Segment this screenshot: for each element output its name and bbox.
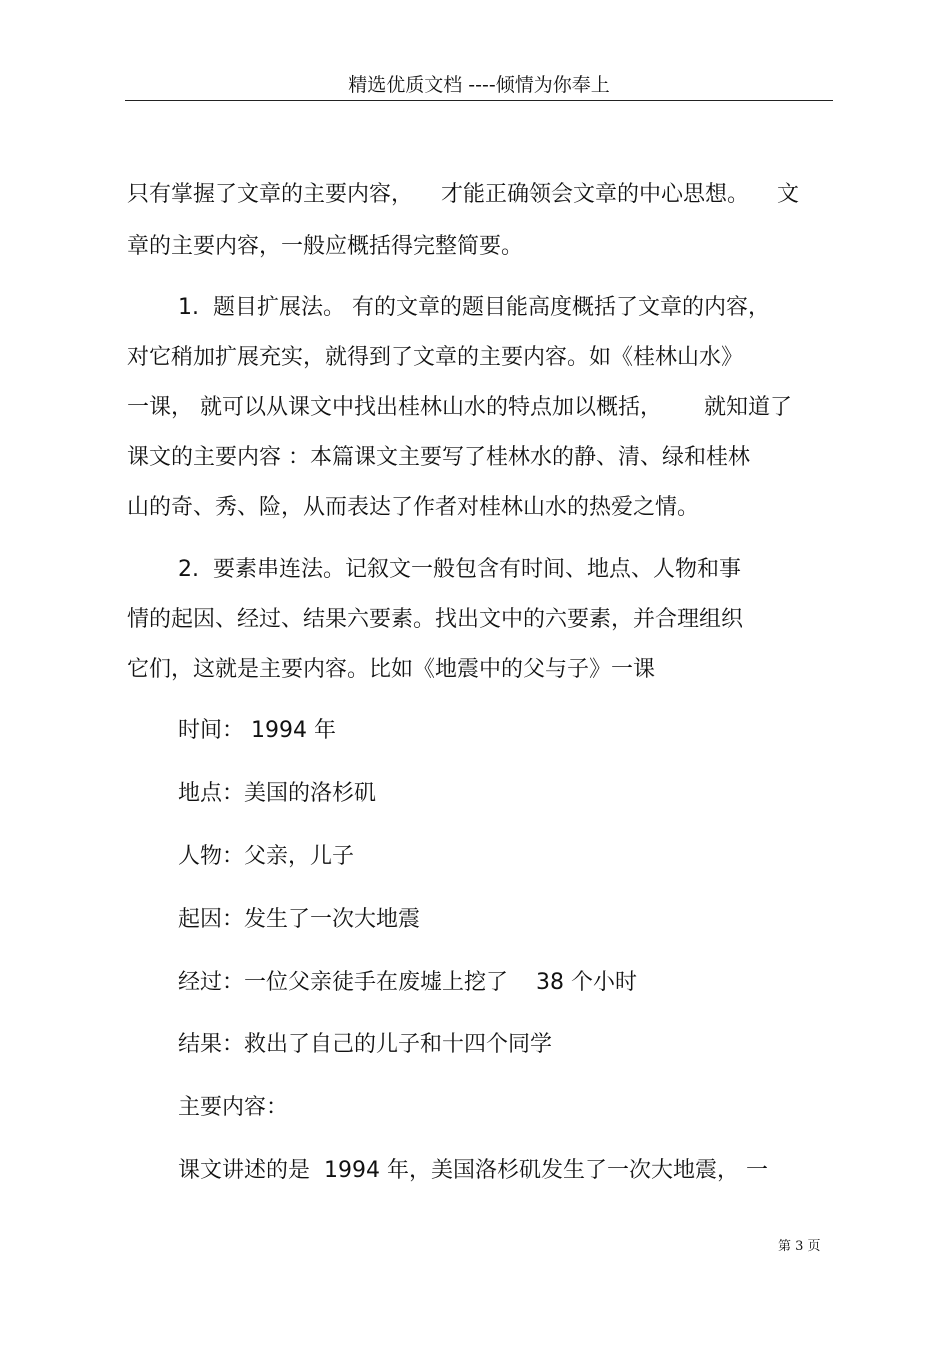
- body-line: 情的起因、经过、结果六要素。找出文中的六要素，并合理组织: [127, 607, 744, 632]
- body-line: 章的主要内容，一般应概括得完整简要。: [127, 234, 524, 259]
- list-item: 起因：发生了一次大地震: [178, 907, 421, 932]
- body-line: 1. 题目扩展法。 有的文章的题目能高度概括了文章的内容，: [178, 295, 770, 320]
- header-divider: [125, 100, 833, 101]
- body-line: 对它稍加扩展充实，就得到了文章的主要内容。如《桂林山水》: [127, 345, 744, 370]
- section-label: 主要内容：: [178, 1095, 289, 1120]
- page-number: 第 3 页: [778, 1239, 821, 1254]
- list-item: 人物：父亲，儿子: [178, 844, 355, 869]
- body-line: 山的奇、秀、险，从而表达了作者对桂林山水的热爱之情。: [127, 495, 700, 520]
- list-item: 结果：救出了自己的儿子和十四个同学: [178, 1032, 553, 1057]
- page-header: 精选优质文档 ----倾情为你奉上: [348, 74, 610, 96]
- body-line: 课文讲述的是 1994 年，美国洛杉矶发生了一次大地震， 一: [178, 1158, 768, 1183]
- body-line: 2. 要素串连法。记叙文一般包含有时间、地点、人物和事: [178, 557, 741, 582]
- list-item: 地点：美国的洛杉矶: [178, 781, 377, 806]
- body-line: 它们，这就是主要内容。比如《地震中的父与子》一课: [127, 657, 656, 682]
- body-line: 一课， 就可以从课文中找出桂林山水的特点加以概括， 就知道了: [127, 395, 792, 420]
- body-line: 只有掌握了文章的主要内容， 才能正确领会文章的中心思想。 文: [127, 182, 799, 207]
- list-item: 经过：一位父亲徒手在废墟上挖了 38 个小时: [178, 970, 637, 995]
- list-item: 时间： 1994 年: [178, 718, 336, 743]
- body-line: 课文的主要内容 ：本篇课文主要写了桂林水的静、清、绿和桂林: [127, 445, 750, 470]
